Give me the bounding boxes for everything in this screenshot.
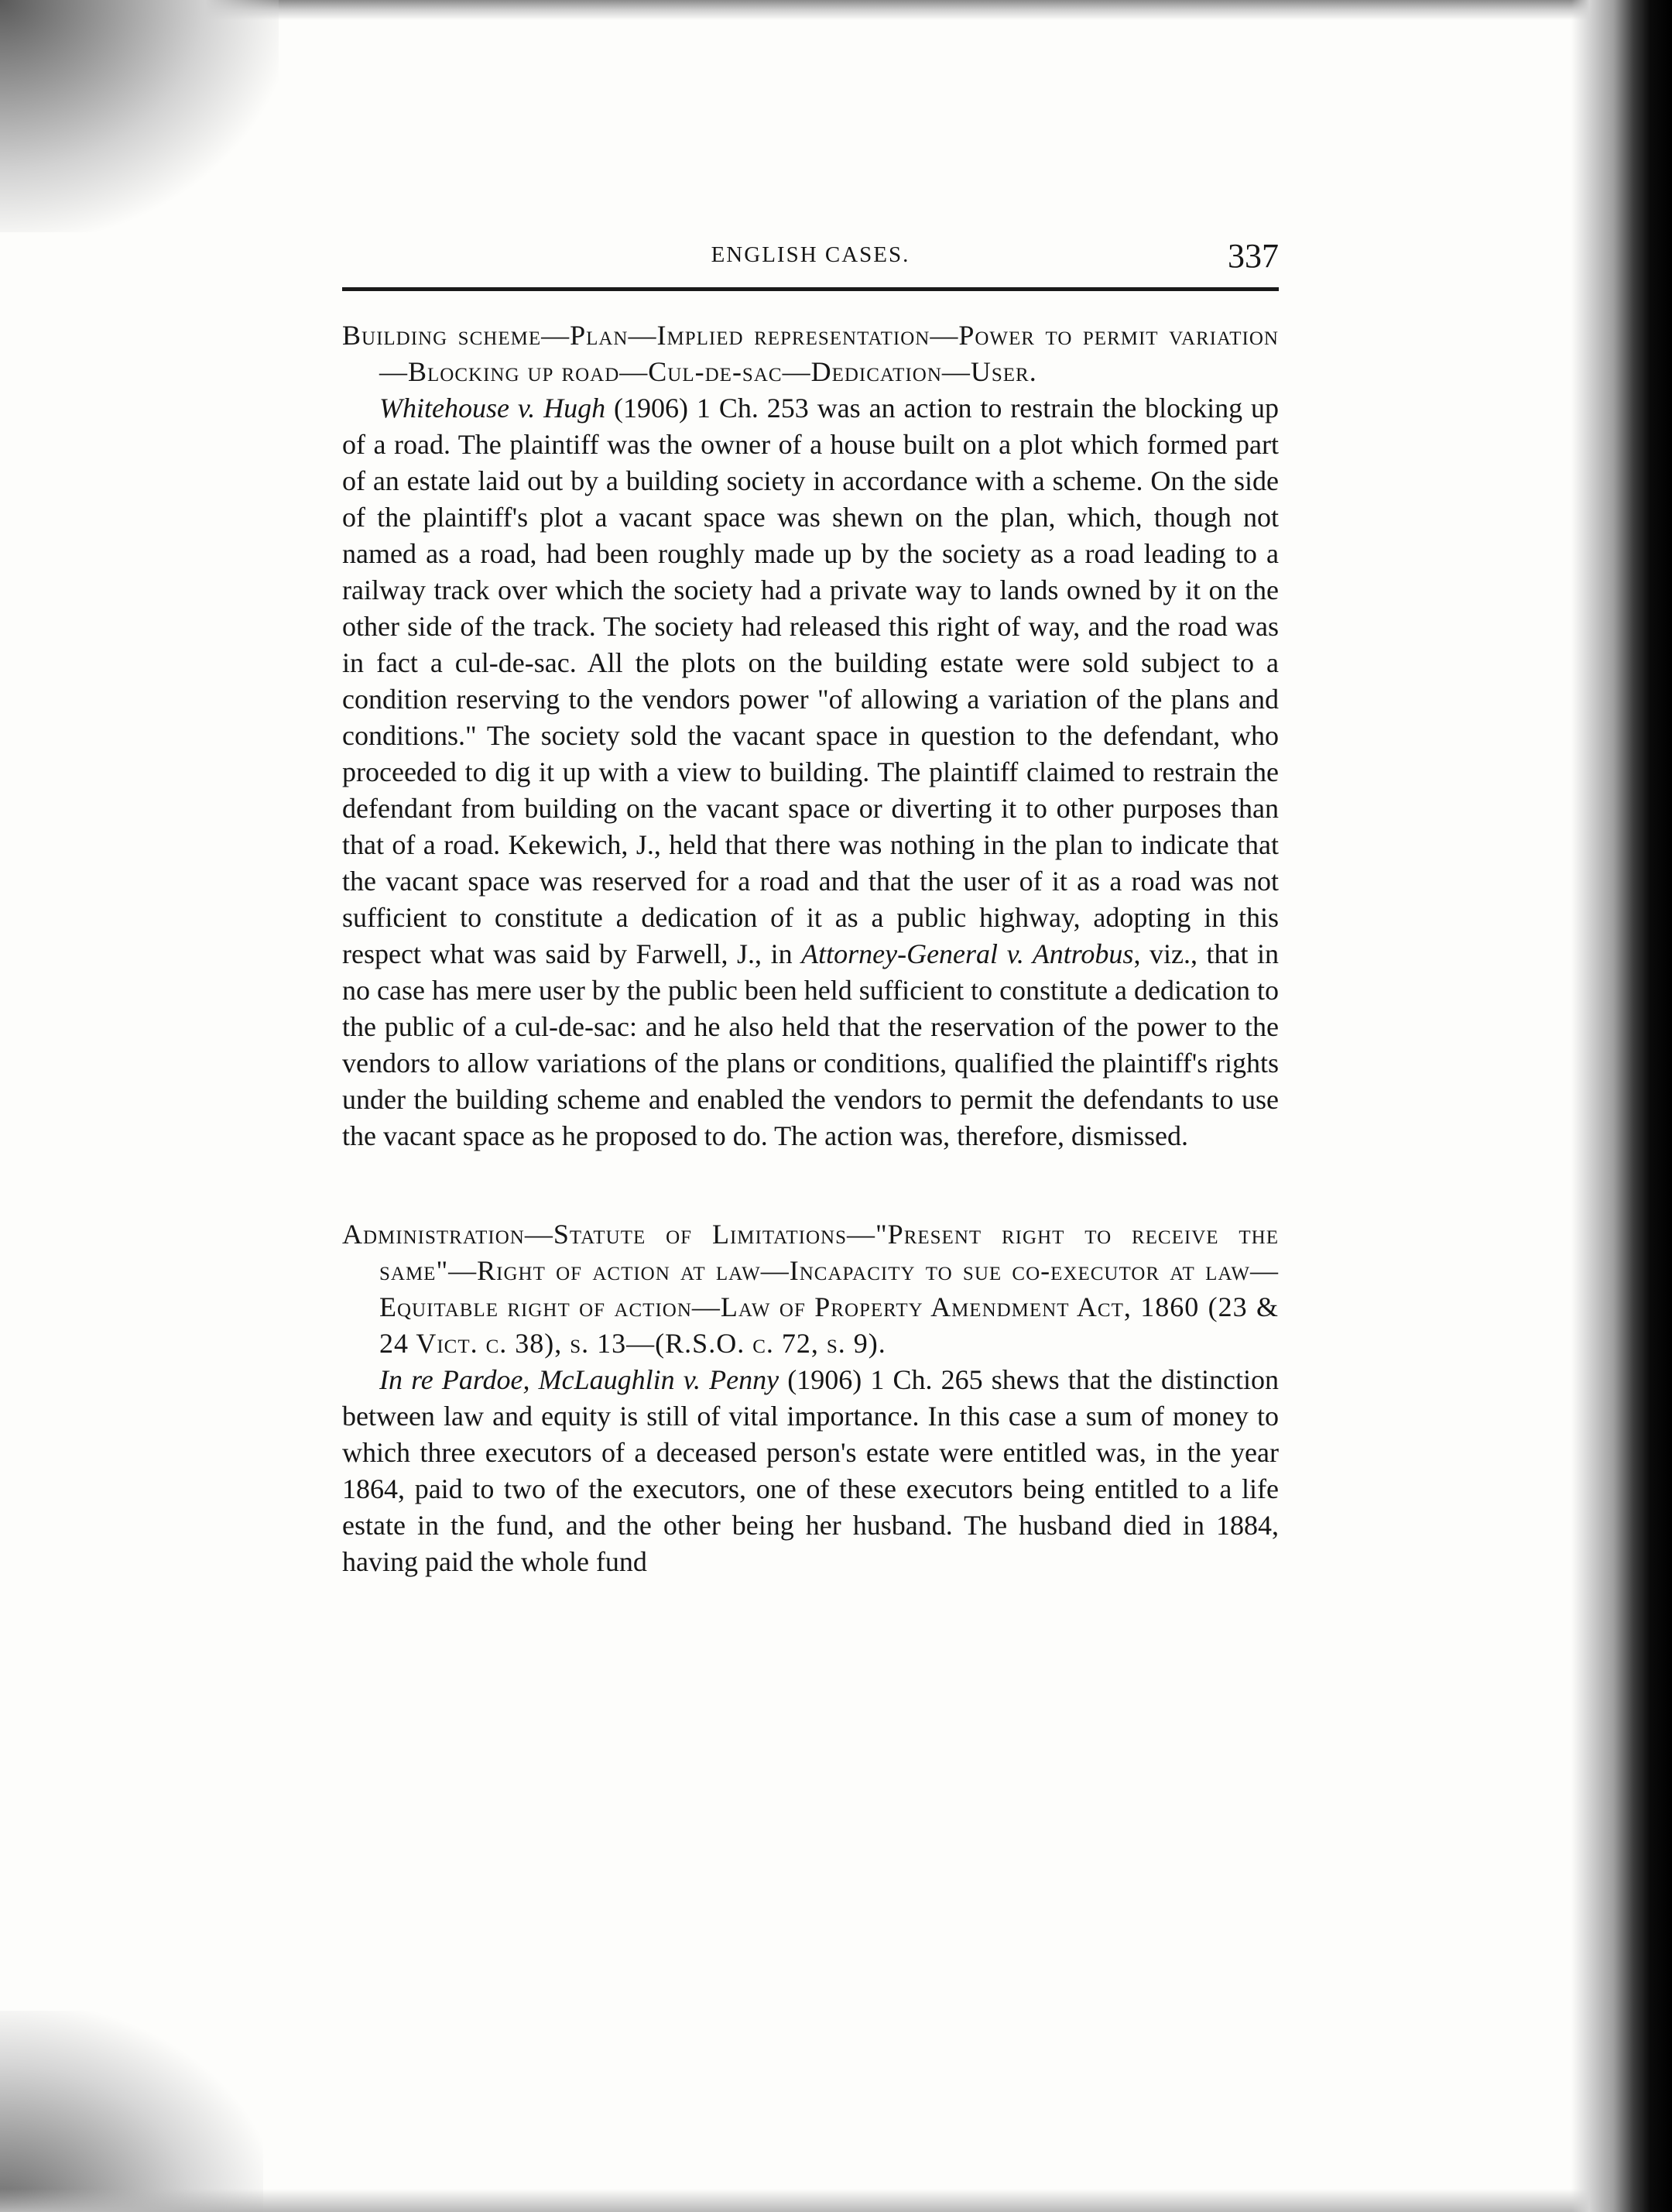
- cited-case-name: Attorney-General v. Antrobus: [801, 938, 1134, 969]
- heading-text: Building scheme—Plan—Implied representation—Power to permit variation—Blocking up road—Cul-de-sac—Dedication—User.: [342, 320, 1279, 387]
- case-name: In re Pardoe, McLaughlin v. Penny: [379, 1364, 779, 1395]
- paragraph-text-end: , viz., that in no case has mere user by the public been held sufficient to constitute a dedication to the public of a cul-de-sac: and he also held that the reservation of the power to the vendors to allow variations of the plans or conditions, qualified the plaintiff's rights under the building scheme and enabled the vendors to permit the defendants to use the vacant space as he proposed to do. The action was, therefore, dismissed.: [342, 938, 1279, 1151]
- paragraph-text: (1906) 1 Ch. 253 was an action to restrain the blocking up of a road. The plaintiff was the owner of a house built on a plot which formed part of an estate laid out by a building society in accordance with a scheme. On the side of the plaintiff's plot a vacant space was shewn on the plan, which, though not named as a road, had been roughly made up by the society as a road leading to a railway track over which the society had a private way to lands owned by it on the other side of the track. The society had released this right of way, and the road was in fact a cul-de-sac. All the plots on the building estate were sold subject to a condition reserving to the vendors power "of allowing a variation of the plans and conditions." The society sold the vacant space in question to the defendant, who proceeded to dig it up with a view to building. The plaintiff claimed to restrain the defendant from building on the vacant space or diverting it to other purposes than that of a road. Kekewich, J., held that there was nothing in the plan to indicate that the vacant space was reserved for a road and that the user of it as a road was not sufficient to constitute a dedication of it as a public highway, adopting in this respect what was said by Farwell, J., in: [342, 393, 1279, 969]
- scan-edge-left-top: [0, 0, 279, 232]
- scan-edge-bottom: [0, 2189, 1672, 2212]
- case-paragraph: [342, 1362, 1279, 1580]
- book-page: [342, 236, 1279, 1580]
- case-section-pardoe: [342, 1216, 1279, 1580]
- section-gap: [342, 1154, 1279, 1216]
- header-rule: [342, 287, 1279, 291]
- case-name: Whitehouse v. Hugh: [379, 393, 606, 424]
- running-head: [342, 236, 1279, 283]
- scan-edge-left-bottom: [0, 2011, 263, 2212]
- paragraph-text: (1906) 1 Ch. 265 shews that the distinction between law and equity is still of vital importance. In this case a sum of money to which three executors of a deceased person's estate were entitled was, in the year 1864, paid to two of the executors, one of these executors being entitled to a life estate in the fund, and the other being her husband. The husband died in 1884, having paid the whole fund: [342, 1364, 1280, 1577]
- section-heading: [342, 317, 1279, 390]
- case-section-whitehouse: [342, 317, 1279, 1154]
- section-heading: [342, 1216, 1279, 1362]
- scan-edge-right-binding: [1571, 0, 1672, 2212]
- heading-text: Administration—Statute of Limitations—"Present right to receive the same"—Right of action at law—Incapacity to sue co-executor at law—Equitable right of action—Law of Property Amendment Act, 1860 (23 & 24 Vict. c. 38), s. 13—(R.S.O. c. 72, s. 9).: [342, 1219, 1279, 1359]
- case-paragraph: [342, 390, 1279, 1154]
- page-number: 337: [1228, 237, 1279, 275]
- running-title: ENGLISH CASES.: [711, 242, 910, 267]
